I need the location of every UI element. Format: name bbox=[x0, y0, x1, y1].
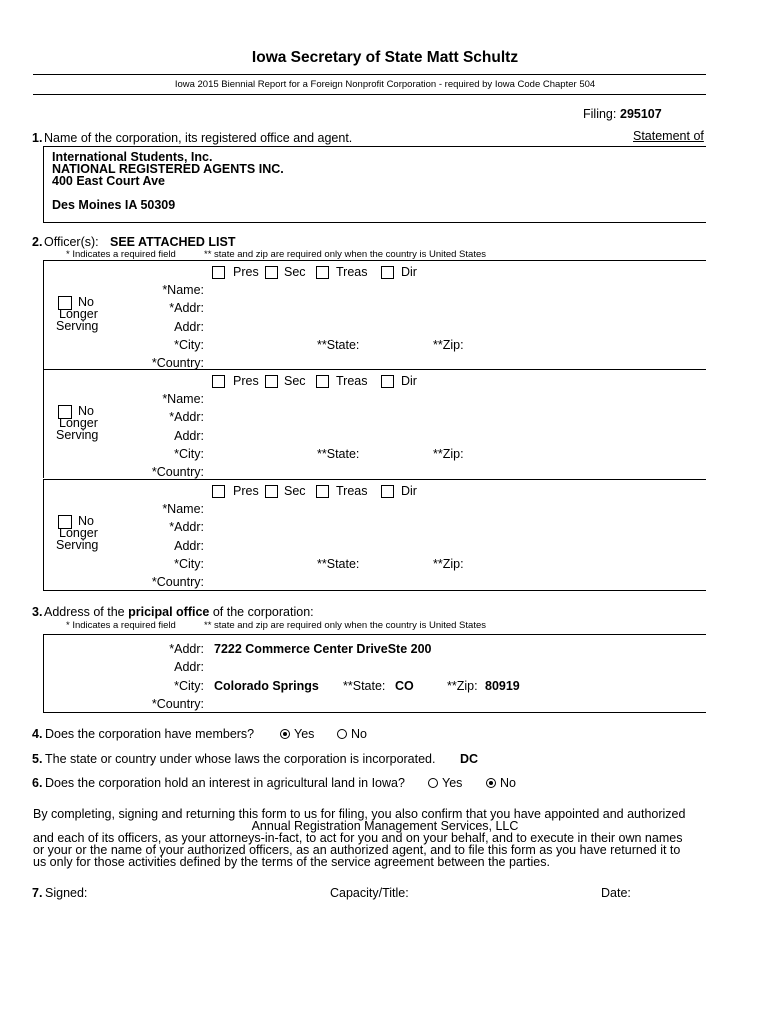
officer-2-serving-label: Serving bbox=[56, 428, 99, 442]
officer-3-state-label: **State: bbox=[317, 557, 360, 571]
officer-1-country-label: *Country: bbox=[151, 356, 204, 370]
section5-number: 5. bbox=[32, 752, 43, 766]
section4-question: Does the corporation have members? bbox=[45, 727, 255, 741]
officer-2-longer-label: Longer bbox=[59, 416, 98, 430]
officer-1-serving-label: Serving bbox=[56, 319, 99, 333]
filing-number: 295107 bbox=[620, 107, 662, 121]
officer-2-addr2-label: Addr: bbox=[174, 429, 204, 443]
section3-label-post: of the corporation: bbox=[212, 605, 314, 619]
see-attached-list: SEE ATTACHED LIST bbox=[110, 235, 236, 249]
section1-label: Name of the corporation, its registered office and agent. bbox=[44, 131, 353, 145]
signed-label: Signed: bbox=[45, 886, 88, 900]
officer-2-role-checkbox-0[interactable] bbox=[212, 375, 225, 388]
officer-2-role-label-2: Treas bbox=[336, 374, 368, 388]
officer-1-role-label-1: Sec bbox=[284, 265, 306, 279]
statement-of-label: Statement of bbox=[633, 129, 704, 143]
section1-number: 1. bbox=[32, 131, 43, 145]
officer-2-role-label-0: Pres bbox=[233, 374, 259, 388]
principal-zip-label: **Zip: bbox=[447, 679, 478, 693]
authorization-company: Annual Registration Management Services, LLC bbox=[251, 819, 519, 833]
officer-3-no-label: No bbox=[78, 514, 94, 528]
officer-3-role-label-0: Pres bbox=[233, 484, 259, 498]
date-label: Date: bbox=[601, 886, 631, 900]
authorization-line-1: By completing, signing and returning this form to us for filing, you also confirm that you have appointed and authorized bbox=[33, 807, 686, 821]
officer-2-addr-label: *Addr: bbox=[169, 410, 204, 424]
officer-2-state-label: **State: bbox=[317, 447, 360, 461]
section3-label-bold: pricipal office bbox=[128, 605, 210, 619]
principal-addr2-label: Addr: bbox=[174, 660, 204, 674]
members-no-label: No bbox=[351, 727, 367, 741]
authorization-line-4: or your or the name of your authorized officers, as an authorized agent, and to file this form as you have returned it to bbox=[33, 843, 681, 857]
members-yes-radio[interactable] bbox=[280, 729, 290, 739]
section3-required-note: * Indicates a required field bbox=[66, 620, 176, 631]
principal-addr-value[interactable]: 7222 Commerce Center DriveSte 200 bbox=[214, 642, 432, 656]
officer-1-role-label-3: Dir bbox=[401, 265, 417, 279]
officer-3-role-checkbox-2[interactable] bbox=[316, 485, 329, 498]
registered-address: 400 East Court Ave bbox=[52, 174, 166, 188]
officer-1-no-label: No bbox=[78, 295, 94, 309]
officer-3-city-label: *City: bbox=[174, 557, 204, 571]
officer-3-role-label-1: Sec bbox=[284, 484, 306, 498]
principal-addr-label: *Addr: bbox=[169, 642, 204, 656]
officer-block-2-top bbox=[43, 369, 706, 370]
title-rule-bottom bbox=[33, 94, 706, 95]
officer-1-role-checkbox-2[interactable] bbox=[316, 266, 329, 279]
officer-3-role-label-2: Treas bbox=[336, 484, 368, 498]
officer-block-3-top bbox=[43, 479, 706, 480]
filing-label: Filing: bbox=[583, 107, 617, 121]
section2-label: Officer(s): bbox=[44, 235, 99, 249]
page-subtitle: Iowa 2015 Biennial Report for a Foreign Nonprofit Corporation - required by Iowa Code Chapter 504 bbox=[174, 79, 596, 90]
officer-3-name-label: *Name: bbox=[162, 502, 204, 516]
section7-number: 7. bbox=[32, 886, 43, 900]
officer-1-role-checkbox-3[interactable] bbox=[381, 266, 394, 279]
state-zip-note: ** state and zip are required only when the country is United States bbox=[204, 249, 486, 260]
officer-2-role-label-1: Sec bbox=[284, 374, 306, 388]
capacity-title-label: Capacity/Title: bbox=[330, 886, 409, 900]
officer-block-1-left bbox=[43, 260, 44, 369]
principal-country-label: *Country: bbox=[151, 697, 204, 711]
officer-1-role-checkbox-1[interactable] bbox=[265, 266, 278, 279]
officer-3-addr-label: *Addr: bbox=[169, 520, 204, 534]
principal-zip-value[interactable]: 80919 bbox=[485, 679, 520, 693]
section3-box-top bbox=[43, 634, 706, 635]
officer-2-role-checkbox-2[interactable] bbox=[316, 375, 329, 388]
required-field-note: * Indicates a required field bbox=[66, 249, 176, 260]
officer-1-role-checkbox-0[interactable] bbox=[212, 266, 225, 279]
section3-label-pre: Address of the bbox=[44, 605, 125, 619]
officer-3-role-checkbox-3[interactable] bbox=[381, 485, 394, 498]
principal-city-label: *City: bbox=[174, 679, 204, 693]
officer-1-name-label: *Name: bbox=[162, 283, 204, 297]
principal-state-label: **State: bbox=[343, 679, 386, 693]
officer-3-serving-label: Serving bbox=[56, 538, 99, 552]
authorization-line-5: us only for those activities defined by the terms of the service agreement between the parties. bbox=[33, 855, 550, 869]
section1-box-top bbox=[43, 146, 706, 147]
officer-2-role-checkbox-3[interactable] bbox=[381, 375, 394, 388]
section4-number: 4. bbox=[32, 727, 43, 741]
section1-box-bottom bbox=[43, 222, 706, 223]
officer-3-zip-label: **Zip: bbox=[433, 557, 464, 571]
officer-1-state-label: **State: bbox=[317, 338, 360, 352]
principal-state-value[interactable]: CO bbox=[395, 679, 414, 693]
section1-box-left bbox=[43, 146, 44, 222]
section3-box-bottom bbox=[43, 712, 706, 713]
section6-number: 6. bbox=[32, 776, 43, 790]
officer-1-addr-label: *Addr: bbox=[169, 301, 204, 315]
officer-2-zip-label: **Zip: bbox=[433, 447, 464, 461]
agland-yes-label: Yes bbox=[442, 776, 463, 790]
section3-state-zip-note: ** state and zip are required only when the country is United States bbox=[204, 620, 486, 631]
officer-1-role-label-2: Treas bbox=[336, 265, 368, 279]
officer-3-role-checkbox-0[interactable] bbox=[212, 485, 225, 498]
officer-2-role-label-3: Dir bbox=[401, 374, 417, 388]
agland-yes-radio[interactable] bbox=[428, 778, 438, 788]
officer-3-addr2-label: Addr: bbox=[174, 539, 204, 553]
section6-question: Does the corporation hold an interest in agricultural land in Iowa? bbox=[45, 776, 405, 790]
officer-2-city-label: *City: bbox=[174, 447, 204, 461]
agland-no-radio[interactable] bbox=[486, 778, 496, 788]
registered-agent: NATIONAL REGISTERED AGENTS INC. bbox=[52, 162, 284, 176]
officer-2-no-label: No bbox=[78, 404, 94, 418]
officer-block-2-left bbox=[43, 369, 44, 478]
officer-3-role-checkbox-1[interactable] bbox=[265, 485, 278, 498]
authorization-line-3: and each of its officers, as your attorneys-in-fact, to act for you and on your behalf, and to execute in their own names bbox=[33, 831, 683, 845]
officer-block-1-top bbox=[43, 260, 706, 261]
officer-2-name-label: *Name: bbox=[162, 392, 204, 406]
officer-2-country-label: *Country: bbox=[151, 465, 204, 479]
officer-block-3-left bbox=[43, 479, 44, 590]
officer-blocks-bottom bbox=[43, 590, 706, 591]
members-no-radio[interactable] bbox=[337, 729, 347, 739]
section3-number: 3. bbox=[32, 605, 43, 619]
incorporation-state-value[interactable]: DC bbox=[460, 752, 479, 766]
officer-1-city-label: *City: bbox=[174, 338, 204, 352]
section5-question: The state or country under whose laws the corporation is incorporated. bbox=[45, 752, 436, 766]
section3-box-left bbox=[43, 634, 44, 712]
corporation-name: International Students, Inc. bbox=[52, 150, 213, 164]
page-title: Iowa Secretary of State Matt Schultz bbox=[251, 49, 519, 66]
principal-city-value[interactable]: Colorado Springs bbox=[214, 679, 319, 693]
title-rule-top bbox=[33, 74, 706, 75]
registered-city: Des Moines IA 50309 bbox=[52, 198, 176, 212]
officer-1-longer-label: Longer bbox=[59, 307, 98, 321]
section3-label bbox=[44, 605, 314, 619]
officer-3-country-label: *Country: bbox=[151, 575, 204, 589]
officer-1-role-label-0: Pres bbox=[233, 265, 259, 279]
officer-1-zip-label: **Zip: bbox=[433, 338, 464, 352]
agland-no-label: No bbox=[500, 776, 516, 790]
officer-3-longer-label: Longer bbox=[59, 526, 98, 540]
officer-1-addr2-label: Addr: bbox=[174, 320, 204, 334]
members-yes-label: Yes bbox=[294, 727, 315, 741]
officer-2-role-checkbox-1[interactable] bbox=[265, 375, 278, 388]
section2-number: 2. bbox=[32, 235, 43, 249]
officer-3-role-label-3: Dir bbox=[401, 484, 417, 498]
